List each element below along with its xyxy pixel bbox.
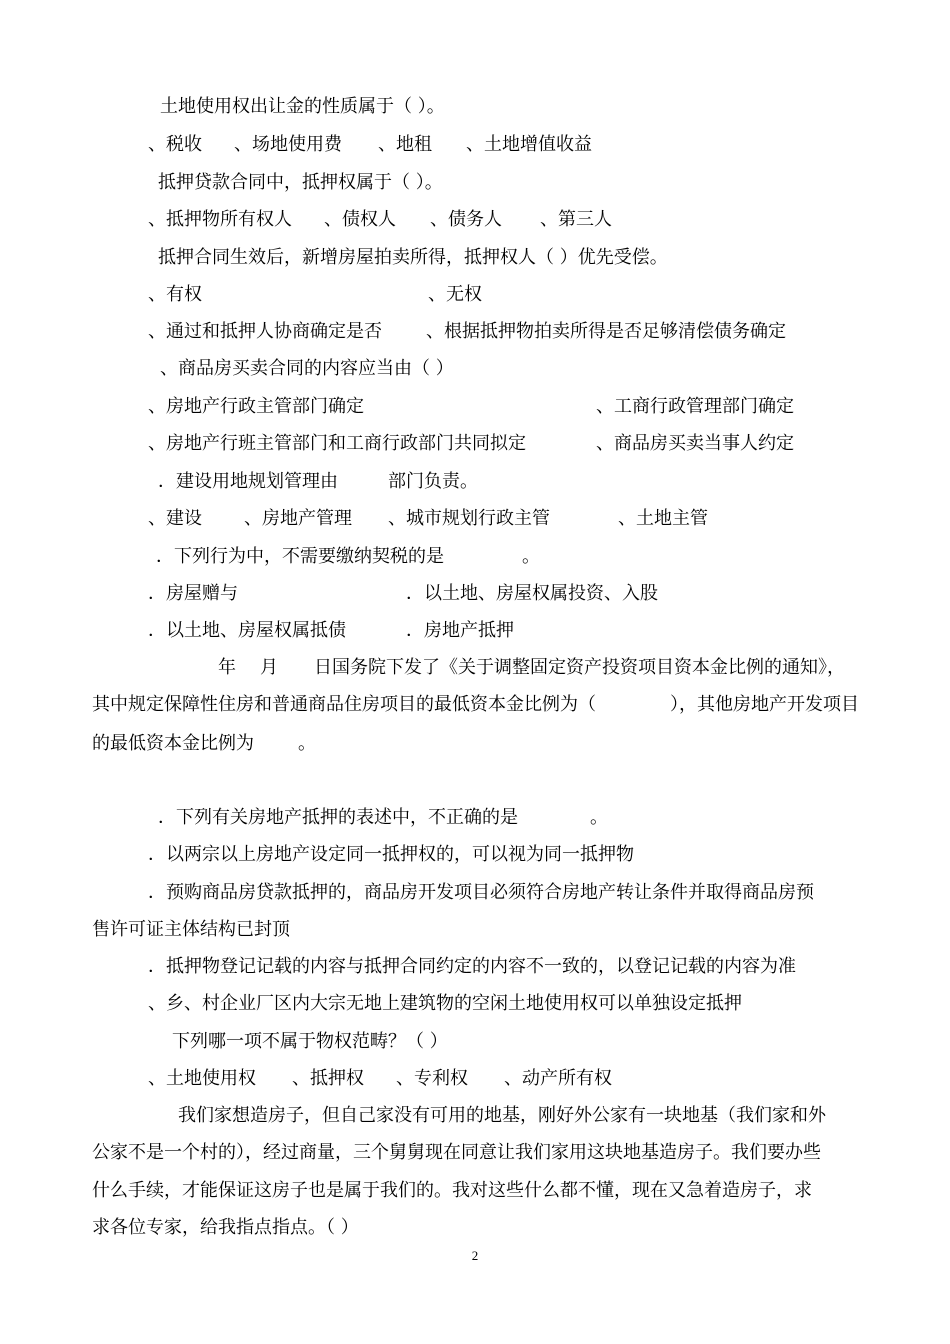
option-text: 、动产所有权: [504, 1068, 612, 1089]
text-segment: 日国务院下发了《关于调整固定资产投资项目资本金比例的通知》，: [314, 657, 845, 678]
text-segment: ．建设用地规划管理由: [158, 471, 338, 492]
option-text: 、场地使用费: [234, 134, 342, 155]
option-text: 、税收: [148, 134, 202, 155]
page-number: 2: [471, 1248, 479, 1263]
text-segment: 年: [218, 657, 236, 678]
text-segment: 公家不是一个村的），经过商量，三个舅舅现在同意让我们家用这块地基造房子。我们要办些: [92, 1142, 821, 1163]
option-text: 、房地产管理: [244, 508, 352, 529]
text-segment: 。: [590, 807, 608, 828]
option-text: 、土地使用权: [148, 1068, 256, 1089]
option-text: ．以土地、房屋权属投资、入股: [406, 583, 658, 604]
text-segment: 什么手续，才能保证这房子也是属于我们的。我对这些什么都不懂，现在又急着造房子，求: [92, 1180, 812, 1201]
option-text: ．房屋赠与: [148, 583, 238, 604]
text-segment: ．下列行为中，不需要缴纳契税的是: [156, 546, 444, 567]
option-text: 、抵押物所有权人: [148, 209, 292, 230]
text-segment: 部门负责。: [388, 471, 478, 492]
option-text: 、债权人: [324, 209, 396, 230]
option-text: 、抵押权: [292, 1068, 364, 1089]
option-text: ．以两宗以上房地产设定同一抵押权的，可以视为同一抵押物: [148, 844, 634, 865]
option-text: ．以土地、房屋权属抵债: [148, 620, 346, 641]
text-segment: 求各位专家，给我指点指点。（ ）: [92, 1217, 359, 1238]
text-segment: 的最低资本金比例为: [92, 733, 254, 754]
option-text: 、工商行政管理部门确定: [596, 396, 794, 417]
option-text: 、商品房买卖当事人约定: [596, 433, 794, 454]
text-segment: 其中规定保障性住房和普通商品住房项目的最低资本金比例为（: [92, 694, 596, 715]
option-text: 、根据抵押物拍卖所得是否足够清偿债务确定: [426, 321, 786, 342]
option-text: 、城市规划行政主管: [388, 508, 550, 529]
text-segment: 月: [260, 657, 278, 678]
option-text: 、有权: [148, 284, 202, 305]
option-text: 、地租: [378, 134, 432, 155]
option-text: 、房地产行政主管部门确定: [148, 396, 364, 417]
text-segment: 我们家想造房子，但自己家没有可用的地基，刚好外公家有一块地基（我们家和外: [178, 1105, 826, 1126]
option-text: 、专利权: [396, 1068, 468, 1089]
option-text: 售许可证主体结构已封顶: [92, 919, 290, 940]
option-text: 、建设: [148, 508, 202, 529]
option-text: 、第三人: [540, 209, 612, 230]
option-text: ．预购商品房贷款抵押的，商品房开发项目必须符合房地产转让条件并取得商品房预: [148, 882, 814, 903]
text-segment: 抵押贷款合同中，抵押权属于（ ）。: [158, 172, 443, 193]
text-segment: ．下列有关房地产抵押的表述中，不正确的是: [158, 807, 518, 828]
option-text: ．抵押物登记记载的内容与抵押合同约定的内容不一致的，以登记记载的内容为准: [148, 956, 796, 977]
text-segment: 。: [522, 546, 540, 567]
option-text: 、无权: [428, 284, 482, 305]
option-text: 、房地产行班主管部门和工商行政部门共同拟定: [148, 433, 526, 454]
option-text: ．房地产抵押: [406, 620, 514, 641]
text-segment: 土地使用权出让金的性质属于（ ）。: [160, 96, 445, 117]
text-segment: 、商品房买卖合同的内容应当由（ ）: [160, 358, 454, 379]
text-segment: ），其他房地产开发项目: [670, 694, 859, 715]
option-text: 、土地增值收益: [466, 134, 592, 155]
option-text: 、乡、村企业厂区内大宗无地上建筑物的空闲土地使用权可以单独设定抵押: [148, 993, 742, 1014]
option-text: 、债务人: [430, 209, 502, 230]
text-segment: 下列哪一项不属于物权范畴？（ ）: [172, 1031, 448, 1052]
text-segment: 抵押合同生效后，新增房屋拍卖所得，抵押权人（ ）优先受偿。: [158, 247, 668, 268]
option-text: 、通过和抵押人协商确定是否: [148, 321, 382, 342]
text-segment: 。: [298, 733, 316, 754]
option-text: 、土地主管: [618, 508, 708, 529]
